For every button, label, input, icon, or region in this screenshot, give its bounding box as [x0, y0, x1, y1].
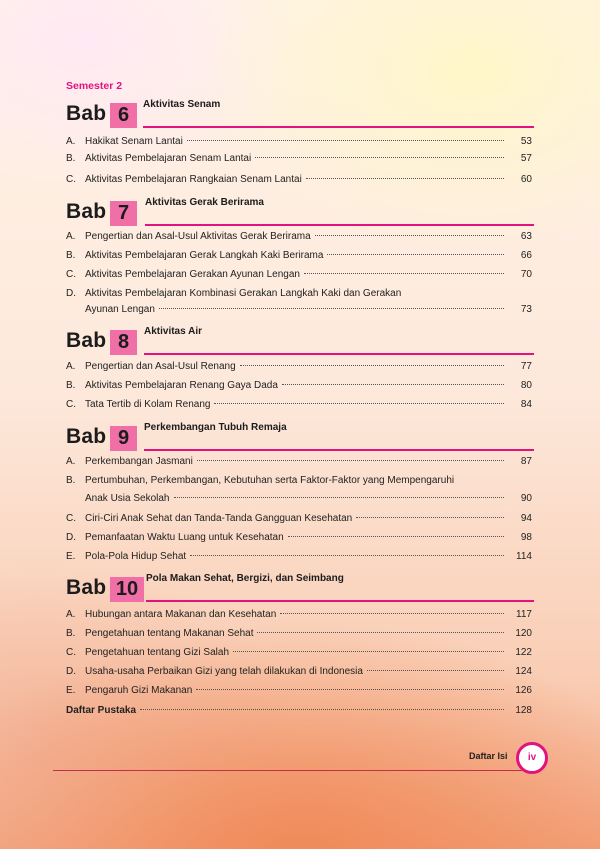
- toc-entry[interactable]: [66, 626, 532, 642]
- entry-letter: A.: [66, 456, 76, 467]
- toc-entry[interactable]: [66, 549, 532, 565]
- toc-entry[interactable]: [66, 397, 532, 413]
- entry-text: Perkembangan Jasmani: [85, 456, 193, 467]
- entry-text: Usaha-usaha Perbaikan Gizi yang telah dilakukan di Indonesia: [85, 666, 363, 677]
- entry-letter: D.: [66, 666, 76, 677]
- dot-leader: [367, 669, 504, 671]
- dot-leader: [159, 307, 504, 309]
- chapter-underline: [144, 449, 534, 451]
- entry-letter: A.: [66, 231, 76, 242]
- entry-letter: B.: [66, 475, 76, 486]
- dot-leader: [288, 535, 504, 537]
- toc-entry[interactable]: [66, 359, 532, 375]
- bab-word: Bab: [66, 200, 107, 223]
- entry-text: Tata Tertib di Kolam Renang: [85, 399, 211, 410]
- dot-leader: [190, 554, 504, 556]
- entry-letter: A.: [66, 136, 76, 147]
- chapter-number: 6: [110, 103, 137, 128]
- entry-letter: B.: [66, 380, 76, 391]
- chapter-title: Aktivitas Senam: [143, 99, 221, 110]
- chapter-9-header: [66, 421, 532, 451]
- entry-page: 87: [520, 456, 532, 467]
- bab-word: Bab: [66, 576, 107, 599]
- entry-text: Pengaruh Gizi Makanan: [85, 685, 193, 696]
- entry-text: Ayunan Lengan: [85, 304, 155, 315]
- toc-entry[interactable]: [66, 683, 532, 699]
- page-number-badge: iv: [516, 742, 548, 774]
- entry-letter: B.: [66, 628, 76, 639]
- dot-leader: [315, 234, 504, 236]
- entry-text: Aktivitas Pembelajaran Senam Lantai: [85, 153, 252, 164]
- toc-entry[interactable]: [66, 664, 532, 680]
- chapter-number: 8: [110, 330, 137, 355]
- entry-page: 120: [515, 628, 532, 639]
- entry-page: 63: [520, 231, 532, 242]
- dot-leader: [187, 139, 504, 141]
- entry-letter: A.: [66, 609, 76, 620]
- chapter-underline: [144, 353, 534, 355]
- entry-page: 73: [520, 304, 532, 315]
- toc-entry-bibliography[interactable]: [66, 703, 532, 719]
- dot-leader: [304, 272, 504, 274]
- entry-page: 57: [520, 153, 532, 164]
- chapter-7-header: [66, 196, 532, 226]
- entry-text: Aktivitas Pembelajaran Kombinasi Gerakan Langkah Kaki dan Gerakan: [85, 288, 402, 299]
- entry-text: Ciri-Ciri Anak Sehat dan Tanda-Tanda Gangguan Kesehatan: [85, 513, 353, 524]
- chapter-title: Pola Makan Sehat, Bergizi, dan Seimbang: [146, 573, 344, 584]
- entry-page: 80: [520, 380, 532, 391]
- toc-entry[interactable]: [66, 530, 532, 546]
- footer-divider: [53, 770, 538, 771]
- chapter-number: 7: [110, 201, 137, 226]
- entry-text: Pola-Pola Hidup Sehat: [85, 551, 187, 562]
- entry-page: 84: [520, 399, 532, 410]
- toc-entry[interactable]: [66, 172, 532, 188]
- dot-leader: [255, 156, 504, 158]
- entry-letter: C.: [66, 399, 76, 410]
- entry-page: 128: [515, 705, 532, 716]
- entry-page: 114: [516, 551, 532, 562]
- semester-heading: Semester 2: [66, 80, 123, 92]
- entry-page: 126: [515, 685, 532, 696]
- entry-text: Pengertian dan Asal-Usul Renang: [85, 361, 236, 372]
- toc-entry[interactable]: [66, 607, 532, 623]
- entry-text: Pengetahuan tentang Makanan Sehat: [85, 628, 254, 639]
- entry-text: Pemanfaatan Waktu Luang untuk Kesehatan: [85, 532, 284, 543]
- chapter-underline: [146, 600, 534, 602]
- entry-text: Aktivitas Pembelajaran Renang Gaya Dada: [85, 380, 278, 391]
- entry-page: 53: [520, 136, 532, 147]
- entry-letter: D.: [66, 288, 76, 299]
- toc-entry[interactable]: [66, 134, 532, 150]
- entry-page: 122: [515, 647, 532, 658]
- entry-text: Pengetahuan tentang Gizi Salah: [85, 647, 229, 658]
- dot-leader: [196, 688, 504, 690]
- dot-leader: [356, 516, 504, 518]
- dot-leader: [282, 383, 504, 385]
- entry-letter: C.: [66, 647, 76, 658]
- toc-entry[interactable]: [66, 229, 532, 245]
- entry-page: 90: [520, 493, 532, 504]
- dot-leader: [214, 402, 504, 404]
- toc-entry[interactable]: [66, 248, 532, 264]
- entry-letter: E.: [66, 685, 76, 696]
- toc-entry[interactable]: [66, 454, 532, 470]
- entry-letter: C.: [66, 269, 76, 280]
- entry-text: Anak Usia Sekolah: [85, 493, 170, 504]
- toc-entry[interactable]: [66, 267, 532, 283]
- entry-letter: C.: [66, 174, 76, 185]
- dot-leader: [233, 650, 504, 652]
- footer-label: Daftar Isi: [469, 751, 508, 761]
- toc-entry[interactable]: [66, 378, 532, 394]
- entry-page: 94: [520, 513, 532, 524]
- entry-page: 70: [520, 269, 532, 280]
- dot-leader: [327, 253, 504, 255]
- chapter-8-header: [66, 325, 532, 355]
- entry-text: Aktivitas Pembelajaran Gerak Langkah Kaki Berirama: [85, 250, 324, 261]
- chapter-title: Perkembangan Tubuh Remaja: [144, 422, 287, 433]
- entry-page: 77: [520, 361, 532, 372]
- bab-word: Bab: [66, 102, 107, 125]
- bab-word: Bab: [66, 425, 107, 448]
- entry-letter: D.: [66, 532, 76, 543]
- dot-leader: [197, 459, 504, 461]
- chapter-title: Aktivitas Air: [144, 326, 202, 337]
- chapter-number: 9: [110, 426, 137, 451]
- entry-text: Hubungan antara Makanan dan Kesehatan: [85, 609, 277, 620]
- entry-text: Hakikat Senam Lantai: [85, 136, 183, 147]
- entry-letter: B.: [66, 250, 76, 261]
- entry-text: Aktivitas Pembelajaran Gerakan Ayunan Lengan: [85, 269, 300, 280]
- entry-letter: A.: [66, 361, 76, 372]
- toc-entry[interactable]: [66, 645, 532, 661]
- entry-page: 117: [516, 609, 532, 620]
- toc-entry-line-2[interactable]: [66, 302, 532, 318]
- entry-page: 60: [520, 174, 532, 185]
- bab-word: Bab: [66, 329, 107, 352]
- dot-leader: [240, 364, 504, 366]
- entry-page: 98: [520, 532, 532, 543]
- chapter-10-header: [66, 572, 532, 602]
- entry-letter: E.: [66, 551, 76, 562]
- chapter-number: 10: [110, 577, 144, 602]
- entry-letter: C.: [66, 513, 76, 524]
- entry-page: 124: [515, 666, 532, 677]
- toc-entry[interactable]: [66, 151, 532, 167]
- toc-entry-line-1[interactable]: [66, 473, 532, 489]
- entry-page: 66: [520, 250, 532, 261]
- entry-text: Daftar Pustaka: [66, 705, 137, 716]
- chapter-6-header: [66, 98, 532, 128]
- dot-leader: [140, 708, 504, 710]
- chapter-title: Aktivitas Gerak Berirama: [145, 197, 264, 208]
- toc-entry-line-1[interactable]: [66, 286, 532, 302]
- chapter-underline: [145, 224, 534, 226]
- entry-text: Aktivitas Pembelajaran Rangkaian Senam Lantai: [85, 174, 302, 185]
- dot-leader: [174, 496, 505, 498]
- dot-leader: [280, 612, 504, 614]
- toc-entry[interactable]: [66, 511, 532, 527]
- entry-text: Pengertian dan Asal-Usul Aktivitas Gerak Berirama: [85, 231, 311, 242]
- dot-leader: [257, 631, 504, 633]
- dot-leader: [306, 177, 504, 179]
- entry-text: Pertumbuhan, Perkembangan, Kebutuhan serta Faktor-Faktor yang Mempengaruhi: [85, 475, 455, 486]
- toc-entry-line-2[interactable]: [66, 491, 532, 507]
- chapter-underline: [143, 126, 534, 128]
- entry-letter: B.: [66, 153, 76, 164]
